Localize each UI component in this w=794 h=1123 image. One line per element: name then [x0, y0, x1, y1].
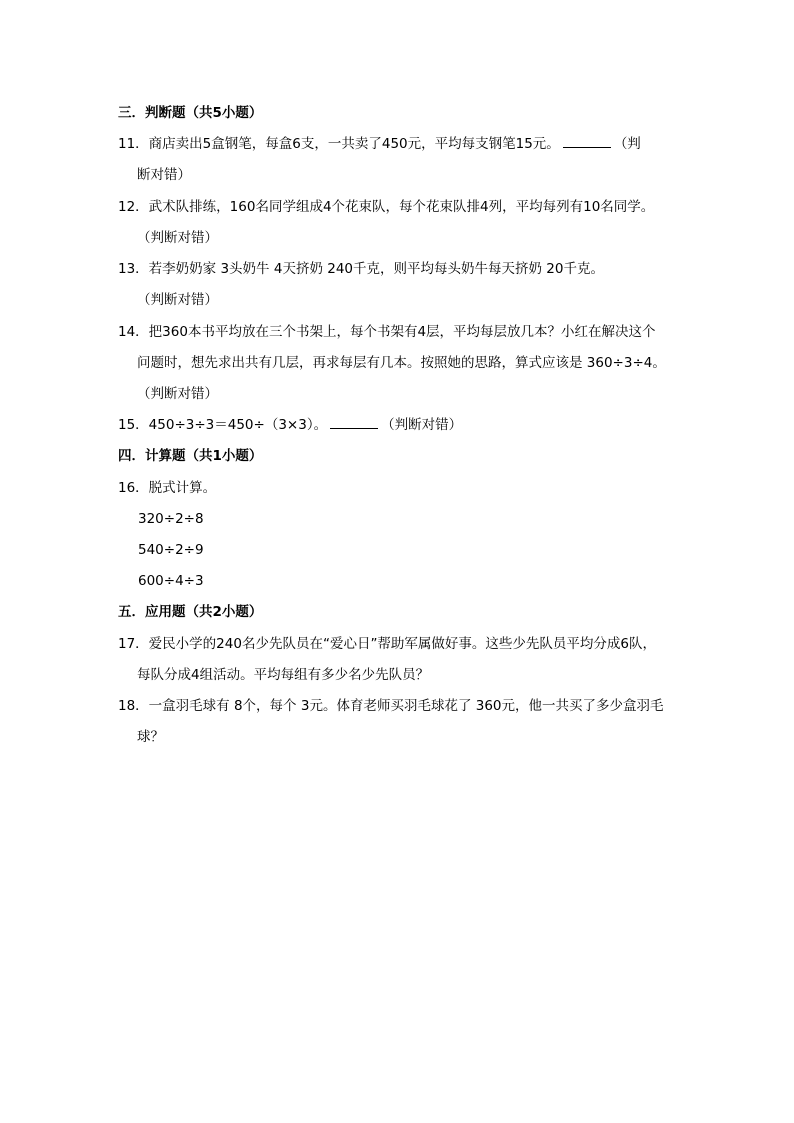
answer-blank[interactable]	[330, 415, 378, 429]
expression-3: 600÷4÷3	[138, 573, 204, 589]
question-15-line-1	[118, 415, 462, 435]
section-title: 三．判断题（共5小题）	[118, 105, 263, 121]
question-12-line-1: 12．武术队排练，160名同学组成4个花束队，每个花束队排4列，平均每列有10名同学。	[118, 199, 655, 215]
question-11-suffix: （判	[613, 136, 641, 152]
question-17-line-1: 17．爱民小学的240名少先队员在“爱心日”帮助军属做好事。这些少先队员平均分成6队，	[118, 636, 657, 652]
section-title: 四．计算题（共1小题）	[118, 448, 263, 464]
question-18-line-1: 18．一盒羽毛球有 8个，每个 3元。体育老师买羽毛球花了 360元，他一共买了多少盒羽毛	[118, 698, 664, 714]
question-15-suffix: （判断对错）	[381, 417, 463, 433]
answer-blank[interactable]	[563, 134, 611, 148]
question-18-line-2: 球？	[137, 729, 164, 745]
question-12-line-2: （判断对错）	[137, 230, 218, 246]
question-14-line-1: 14．把360本书平均放在三个书架上，每个书架有4层，平均每层放几本？小红在解决这个	[118, 324, 656, 340]
section-title: 五．应用题（共2小题）	[118, 604, 263, 620]
question-14-line-2: 问题时，想先求出共有几层，再求每层有几本。按照她的思路，算式应该是 360÷3÷4。	[137, 355, 666, 371]
question-14-line-3: （判断对错）	[137, 386, 218, 402]
question-11-text: 11．商店卖出5盒钢笔，每盒6支，一共卖了450元，平均每支钢笔15元。	[118, 136, 560, 152]
question-13-line-2: （判断对错）	[137, 292, 218, 308]
question-17-line-2: 每队分成4组活动。平均每组有多少名少先队员？	[137, 667, 430, 683]
question-16-line-1: 16．脱式计算。	[118, 480, 217, 496]
question-13-line-1: 13．若李奶奶家 3头奶牛 4天挤奶 240千克，则平均每头奶牛每天挤奶 20千克。	[118, 261, 604, 277]
question-15-text: 15．450÷3÷3＝450÷（3×3）。	[118, 417, 328, 433]
question-11-line-2: 断对错）	[137, 167, 191, 183]
expression-1: 320÷2÷8	[138, 511, 204, 527]
question-11-line-1	[118, 134, 641, 154]
expression-2: 540÷2÷9	[138, 542, 204, 558]
